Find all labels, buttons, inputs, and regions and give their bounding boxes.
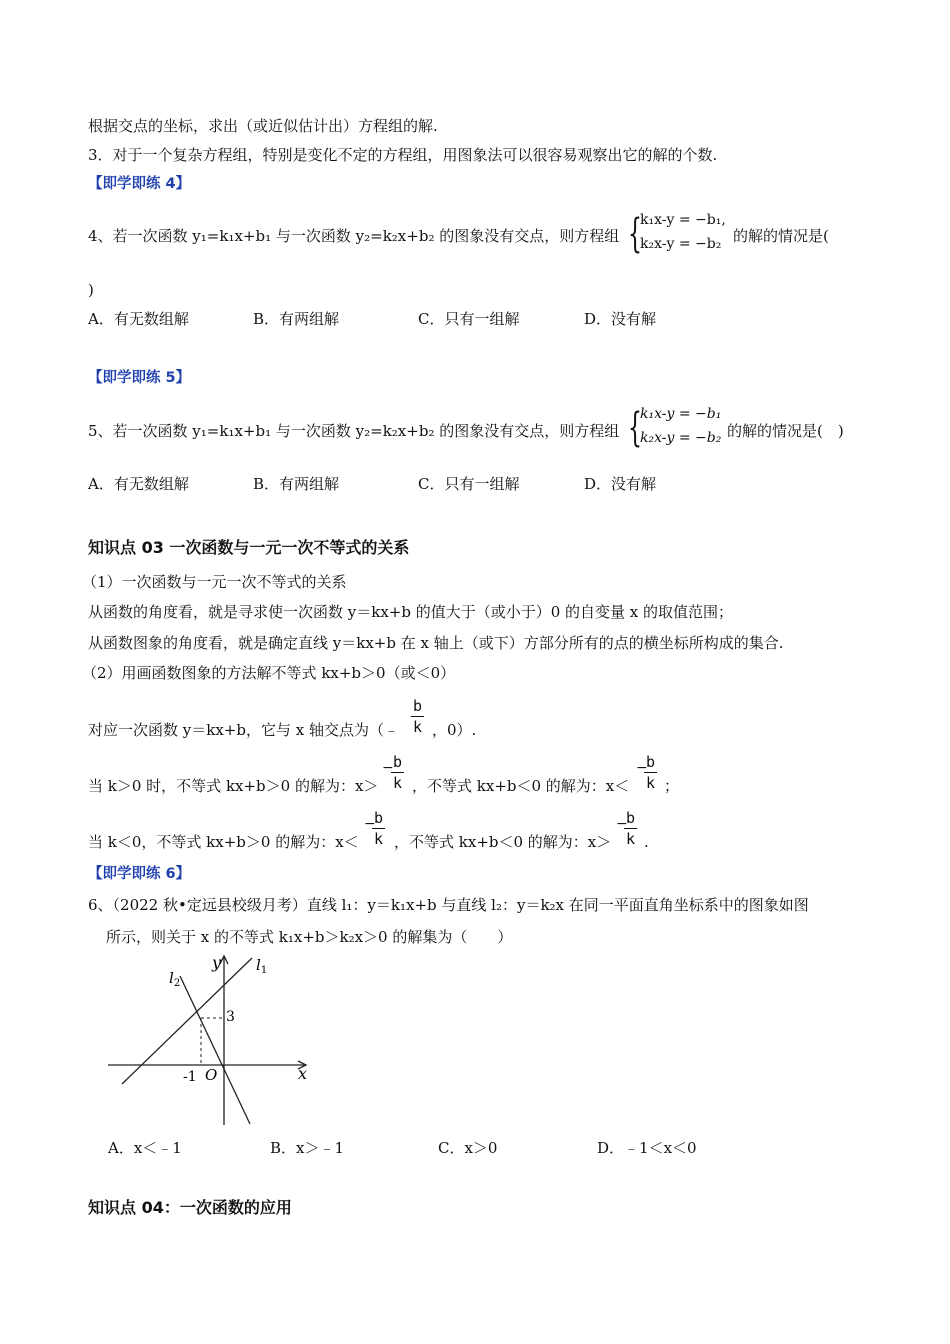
question-stem: 6、（2022 秋•定远县校级月考）直线 l₁：y＝k₁x+b 与直线 l₂：y＝k₂x 在同一平面直角坐标系中的图象如图 bbox=[88, 896, 809, 914]
text-line: ，0）. bbox=[432, 721, 477, 739]
option-d[interactable]: D．没有解 bbox=[584, 475, 657, 493]
fraction-b-over-k: $\frac{b}{k}$ bbox=[393, 753, 403, 792]
label-l1: $l_1$ bbox=[256, 956, 268, 976]
question-stem: 4、若一次函数 y₁=k₁x+b₁ 与一次函数 y₂=k₂x+b₂ 的图象没有交点，则方程组 bbox=[88, 227, 620, 245]
equation-line: k₂x-y = −b₂ bbox=[640, 430, 722, 446]
text-line: 根据交点的坐标，求出（或近似估计出）方程组的解. bbox=[88, 117, 438, 135]
text-line: 从函数的角度看，就是寻求使一次函数 y＝kx+b 的值大于（或小于）0 的自变量 x 的取值范围； bbox=[88, 603, 734, 621]
text-line: 对应一次函数 y＝kx+b，它与 x 轴交点为（﹣ bbox=[88, 721, 399, 739]
option-a[interactable]: A．有无数组解 bbox=[88, 310, 189, 328]
fraction-b-over-k: $\frac{b}{k}$ bbox=[646, 753, 656, 792]
label-neg1: -1 bbox=[183, 1069, 197, 1085]
option-d[interactable]: D．没有解 bbox=[584, 310, 657, 328]
question-close: ) bbox=[88, 281, 94, 299]
question-stem-tail: 的解的情况是( ) bbox=[727, 422, 844, 440]
text-line: ，不等式 kx+b＜0 的解为：x＞ bbox=[394, 833, 612, 851]
equation-line: k₁x-y = −b₁ bbox=[640, 406, 722, 422]
text-line: 当 k＜0，不等式 kx+b＞0 的解为：x＜ bbox=[88, 833, 359, 851]
section-title: 知识点 04：一次函数的应用 bbox=[88, 1198, 292, 1217]
text-line: ，不等式 kx+b＜0 的解为：x＜ bbox=[412, 777, 630, 795]
option-b[interactable]: B．有两组解 bbox=[253, 310, 340, 328]
equation-line: k₁x-y = −b₁, bbox=[640, 212, 726, 228]
fraction-b-over-k: $\frac{b}{k}$ bbox=[626, 809, 636, 848]
equation-system bbox=[640, 402, 721, 450]
option-a[interactable]: A．有无数组解 bbox=[88, 475, 189, 493]
question-stem: 5、若一次函数 y₁=k₁x+b₁ 与一次函数 y₂=k₂x+b₂ 的图象没有交点，则方程组 bbox=[88, 422, 620, 440]
brace-icon: { bbox=[628, 211, 642, 257]
minus-sign: − bbox=[636, 760, 648, 776]
question-stem-tail: 的解的情况是( bbox=[733, 227, 829, 245]
option-c[interactable]: C．x＞0 bbox=[438, 1139, 498, 1157]
function-graph bbox=[100, 950, 330, 1130]
question-stem: 所示，则关于 x 的不等式 k₁x+b＞k₂x＞0 的解集为（ ） bbox=[106, 928, 513, 946]
fraction-b-over-k: $\frac{b}{k}$ bbox=[413, 697, 423, 736]
exercise-tag: 【即学即练 5】 bbox=[88, 370, 191, 386]
brace-icon: { bbox=[628, 405, 642, 451]
section-title: 知识点 03 一次函数与一元一次不等式的关系 bbox=[88, 538, 410, 557]
exercise-tag: 【即学即练 6】 bbox=[88, 866, 191, 882]
text-line: 从函数图象的角度看，就是确定直线 y＝kx+b 在 x 轴上（或下）方部分所有的点的横坐标所构成的集合. bbox=[88, 634, 784, 652]
text-line: . bbox=[644, 833, 649, 851]
text-line: 3．对于一个复杂方程组，特别是变化不定的方程组，用图象法可以很容易观察出它的解的个数. bbox=[88, 146, 718, 164]
label-origin: O bbox=[205, 1066, 218, 1084]
line-l2 bbox=[180, 976, 250, 1124]
label-x: x bbox=[298, 1064, 308, 1083]
label-y: y bbox=[212, 953, 222, 972]
option-b[interactable]: B．x＞﹣1 bbox=[270, 1139, 345, 1157]
fraction-b-over-k: $\frac{b}{k}$ bbox=[374, 809, 384, 848]
option-d[interactable]: D．﹣1＜x＜0 bbox=[597, 1139, 697, 1157]
subsection-title: （1）一次函数与一元一次不等式的关系 bbox=[82, 573, 347, 591]
exercise-tag: 【即学即练 4】 bbox=[88, 176, 191, 192]
option-c[interactable]: C．只有一组解 bbox=[418, 475, 520, 493]
option-b[interactable]: B．有两组解 bbox=[253, 475, 340, 493]
label-l2: $l_2$ bbox=[169, 969, 181, 989]
option-a[interactable]: A．x＜﹣1 bbox=[108, 1139, 182, 1157]
minus-sign: − bbox=[364, 816, 376, 832]
minus-sign: − bbox=[616, 816, 628, 832]
equation-system bbox=[640, 208, 726, 256]
text-line: ； bbox=[664, 777, 680, 795]
option-c[interactable]: C．只有一组解 bbox=[418, 310, 520, 328]
label-three: 3 bbox=[226, 1009, 235, 1025]
minus-sign: − bbox=[382, 760, 394, 776]
subsection-title: （2）用画函数图象的方法解不等式 kx+b＞0（或＜0） bbox=[82, 664, 456, 682]
text-line: 当 k＞0 时，不等式 kx+b＞0 的解为：x＞ bbox=[88, 777, 379, 795]
equation-line: k₂x-y = −b₂ bbox=[640, 236, 722, 252]
